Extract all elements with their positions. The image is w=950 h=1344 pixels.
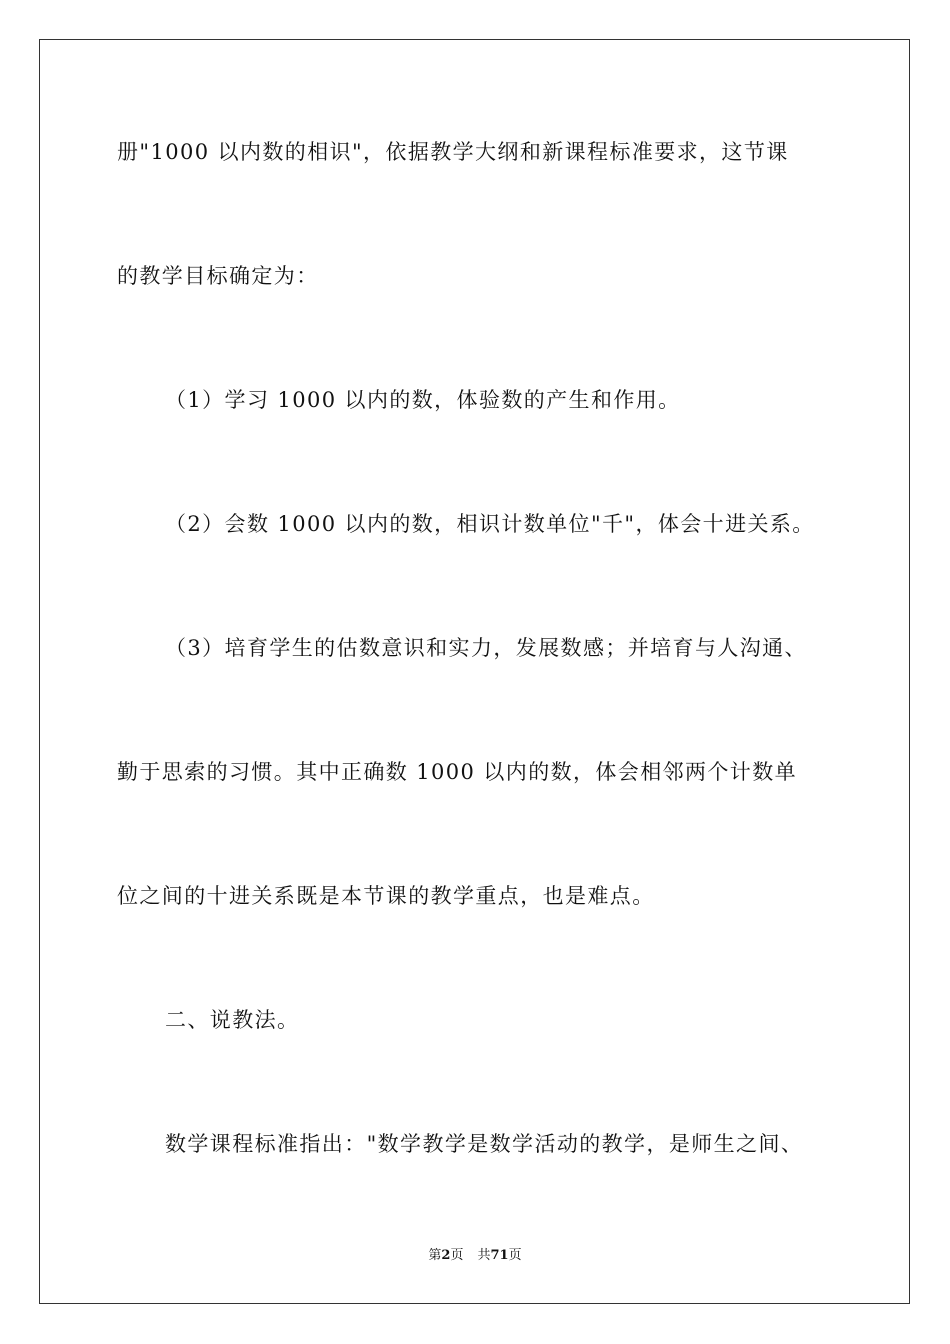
paragraph-line: 位之间的十进关系既是本节课的教学重点，也是难点。 [117,884,655,908]
objective-item-1: （1）学习 1000 以内的数，体验数的产生和作用。 [165,388,681,412]
paragraph-line: 的教学目标确定为： [117,264,319,288]
total-prefix: 共 [477,1248,491,1263]
paragraph-line: 数学课程标准指出："数学教学是数学活动的教学，是师生之间、 [165,1132,804,1156]
page-frame [39,39,910,1304]
total-suffix: 页 [508,1248,522,1263]
section-heading: 二、说教法。 [165,1008,300,1032]
total-pages: 71 [490,1248,509,1263]
objective-item-3: （3）培育学生的估数意识和实力，发展数感；并培育与人沟通、 [165,636,807,660]
objective-item-2: （2）会数 1000 以内的数，相识计数单位"千"，体会十进关系。 [165,512,815,536]
page-number: 2 [441,1248,451,1263]
page-suffix: 页 [450,1248,464,1263]
paragraph-line: 勤于思索的习惯。其中正确数 1000 以内的数，体会相邻两个计数单 [117,760,797,784]
paragraph-line: 册"1000 以内数的相识"，依据教学大纲和新课程标准要求，这节课 [117,140,789,164]
page-prefix: 第 [428,1248,442,1263]
page-footer [0,1247,950,1265]
